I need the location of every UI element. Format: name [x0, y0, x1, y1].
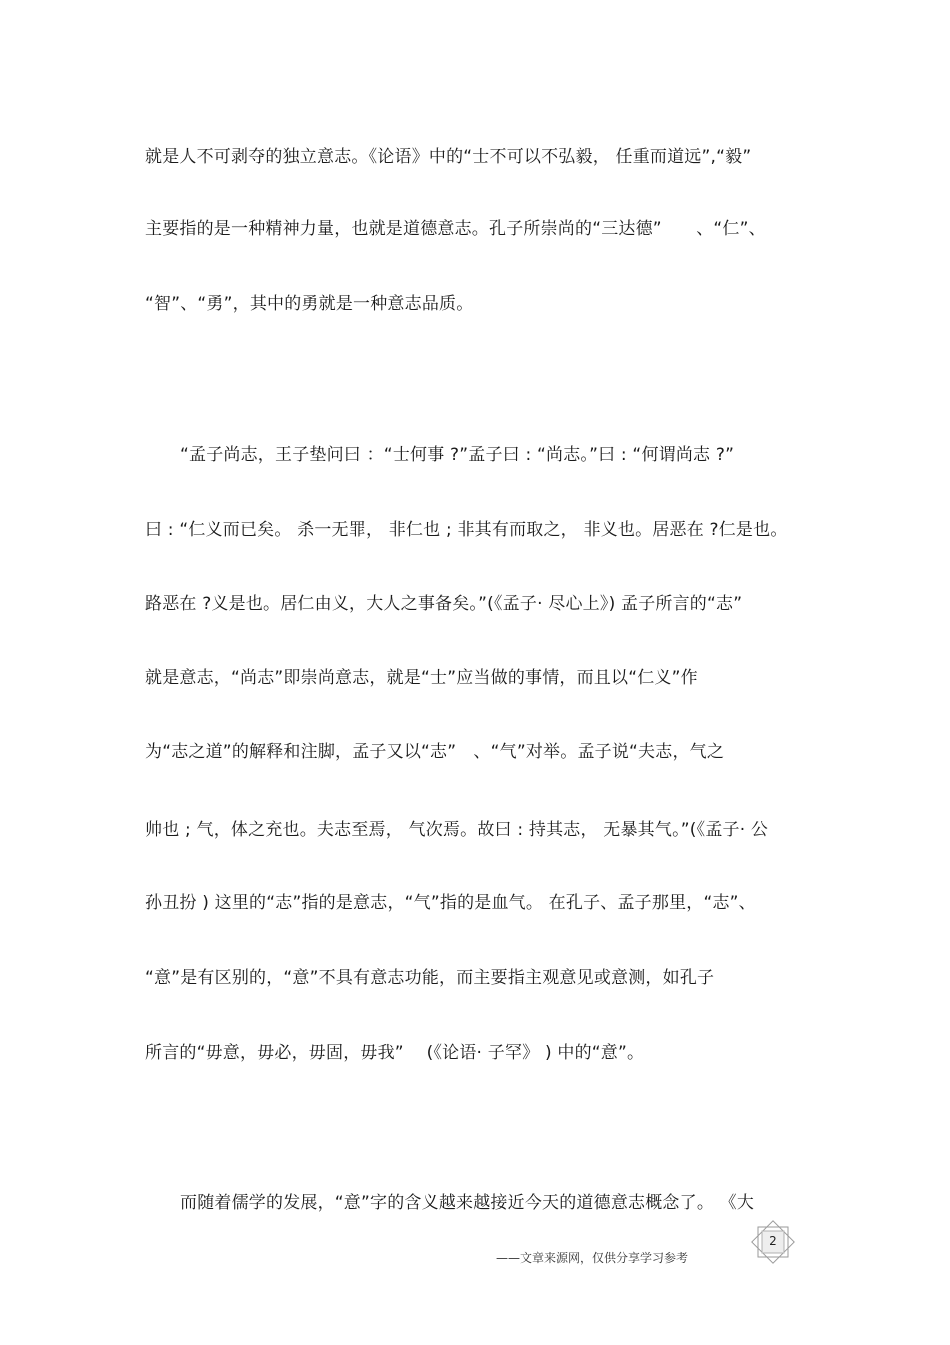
paragraph-2-line-1: “孟子尚志，王子垫问曰 ：“士何事 ?”孟子曰 : “尚志。”曰 : “何谓尚志 ?” — [180, 445, 735, 465]
paragraph-2-line-9: 所言的“毋意，毋必，毋固，毋我” (《论语· 子罕》 ) 中的“意”。 — [145, 1043, 645, 1063]
paragraph-1-line-2: 主要指的是一种精神力量，也就是道德意志。孔子所崇尚的“三达德” 、“仁”、 — [145, 219, 766, 239]
paragraph-1-line-3: “智”、“勇”，其中的勇就是一种意志品质。 — [145, 294, 474, 314]
paragraph-2-line-2: 曰 : “仁义而已矣。 杀一无罪， 非仁也 ; 非其有而取之， 非义也。居恶在 ?仁是也。 — [145, 520, 788, 540]
page-number-badge — [749, 1220, 797, 1264]
paragraph-2-line-7: 孙丑扮 ) 这里的“志”指的是意志，“气”指的是血气。 在孔子、孟子那里，“志”、 — [145, 893, 756, 913]
paragraph-2-line-6: 帅也 ; 气，体之充也。夫志至焉， 气次焉。故曰 : 持其志， 无暴其气。”(《孟子· 公 — [145, 820, 769, 840]
paragraph-2-line-5: 为“志之道”的解释和注脚，孟子又以“志” 、“气”对举。孟子说“夫志，气之 — [145, 742, 725, 762]
paragraph-2-line-4: 就是意志，“尚志”即崇尚意志，就是“士”应当做的事情，而且以“仁义”作 — [145, 668, 698, 688]
paragraph-2-line-3: 路恶在 ?义是也。居仁由义，大人之事备矣。”(《孟子· 尽心上》) 孟子所言的“志” — [145, 594, 743, 614]
page-number: 2 — [769, 1234, 777, 1248]
paragraph-3-line-1: 而随着儒学的发展，“意”字的含义越来越接近今天的道德意志概念了。 《大 — [180, 1193, 755, 1213]
paragraph-2-line-8: “意”是有区别的，“意”不具有意志功能，而主要指主观意见或意测，如孔子 — [145, 968, 715, 988]
paragraph-1-line-1: 就是人不可剥夺的独立意志。《论语》中的“士不可以不弘毅， 任重而道远”,“毅” — [145, 147, 752, 167]
footer-source-note: ——文章来源网，仅供分享学习参考 — [496, 1251, 689, 1265]
